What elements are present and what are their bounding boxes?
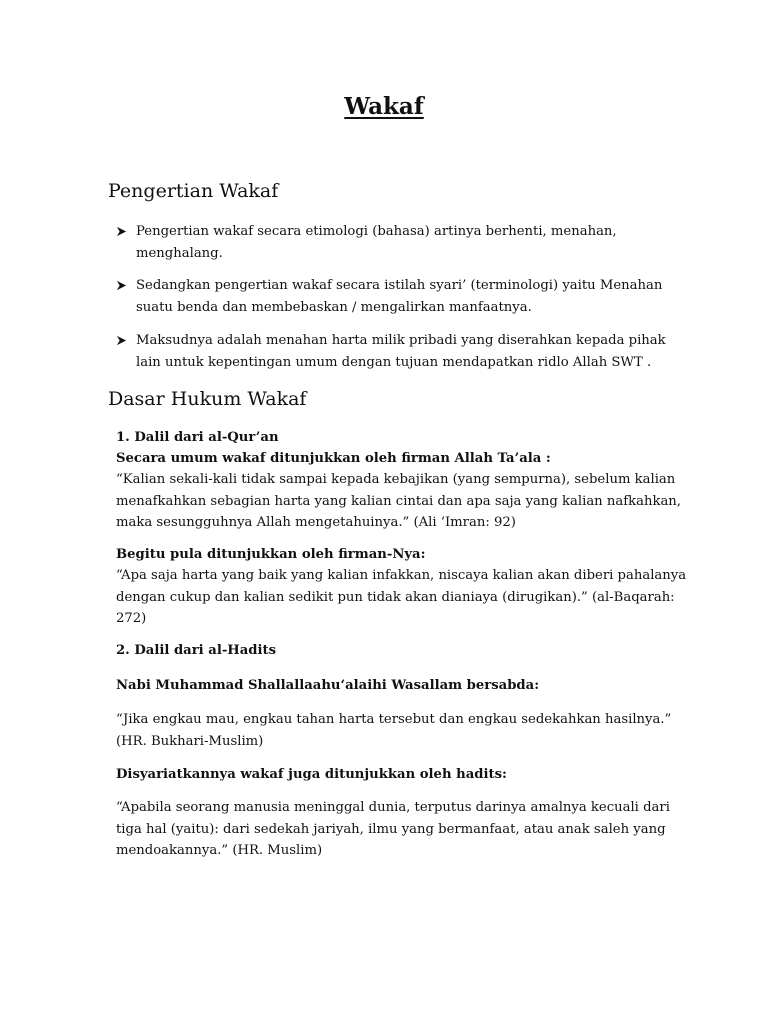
bullet-text: Sedangkan pengertian wakaf secara istilah syari’ (terminologi) yaitu Menahan suatu benda dan membebaskan / mengalirkan manfaatnya. <box>136 278 663 315</box>
section-heading-dasar-hukum: Dasar Hukum Wakaf <box>108 388 307 410</box>
section-heading-pengertian: Pengertian Wakaf <box>108 180 279 202</box>
quran-quote-2: “Apa saja harta yang baik yang kalian infakkan, niscaya kalian akan diberi pahalanya dengan cukup dan kalian sedikit pun tidak akan dianiaya (dirugikan).” (al-Baqarah: 272) <box>116 568 687 626</box>
bullet-text: Pengertian wakaf secara etimologi (bahasa) artinya berhenti, menahan, menghalang. <box>136 224 617 261</box>
hadits-intro-2: Disyariatkannya wakaf juga ditunjukkan oleh hadits: <box>116 767 507 782</box>
subsection-heading-hadits: 2. Dalil dari al-Hadits <box>116 643 277 658</box>
arrow-bullet-icon <box>116 226 127 237</box>
arrow-bullet-icon <box>116 280 127 291</box>
page-title: Wakaf <box>344 93 424 120</box>
bullet-text: Maksudnya adalah menahan harta milik pribadi yang diserahkan kepada pihak lain untuk kepentingan umum dengan tujuan mendapatkan ridlo Allah SWT . <box>136 333 666 370</box>
quran-quote-1: “Kalian sekali-kali tidak sampai kepada kebajikan (yang sempurna), sebelum kalian menafkahkan sebagian harta yang kalian cintai dan apa saja yang kalian nafkahkan, maka sesungguhnya Allah mengetahuinya.” (Ali ‘Imran: 92) <box>116 472 681 530</box>
arrow-bullet-icon <box>116 335 127 346</box>
quran-intro-1: Secara umum wakaf ditunjukkan oleh firman Allah Ta’ala : <box>116 451 551 466</box>
list-item <box>116 275 686 318</box>
hadits-intro-1: Nabi Muhammad Shallallaahu‘alaihi Wasallam bersabda: <box>116 678 540 693</box>
quran-intro-2: Begitu pula ditunjukkan oleh firman-Nya: <box>116 547 426 562</box>
list-item <box>116 330 686 373</box>
list-item <box>116 221 686 264</box>
subsection-heading-quran: 1. Dalil dari al-Qur’an <box>116 430 279 445</box>
hadits-quote-1: “Jika engkau mau, engkau tahan harta tersebut dan engkau sedekahkan hasilnya.” (HR. Bukhari-Muslim) <box>116 712 672 749</box>
hadits-quote-2: “Apabila seorang manusia meninggal dunia, terputus darinya amalnya kecuali dari tiga hal (yaitu): dari sedekah jariyah, ilmu yang bermanfaat, atau anak saleh yang mendoakannya.” (HR. Muslim) <box>116 800 670 858</box>
